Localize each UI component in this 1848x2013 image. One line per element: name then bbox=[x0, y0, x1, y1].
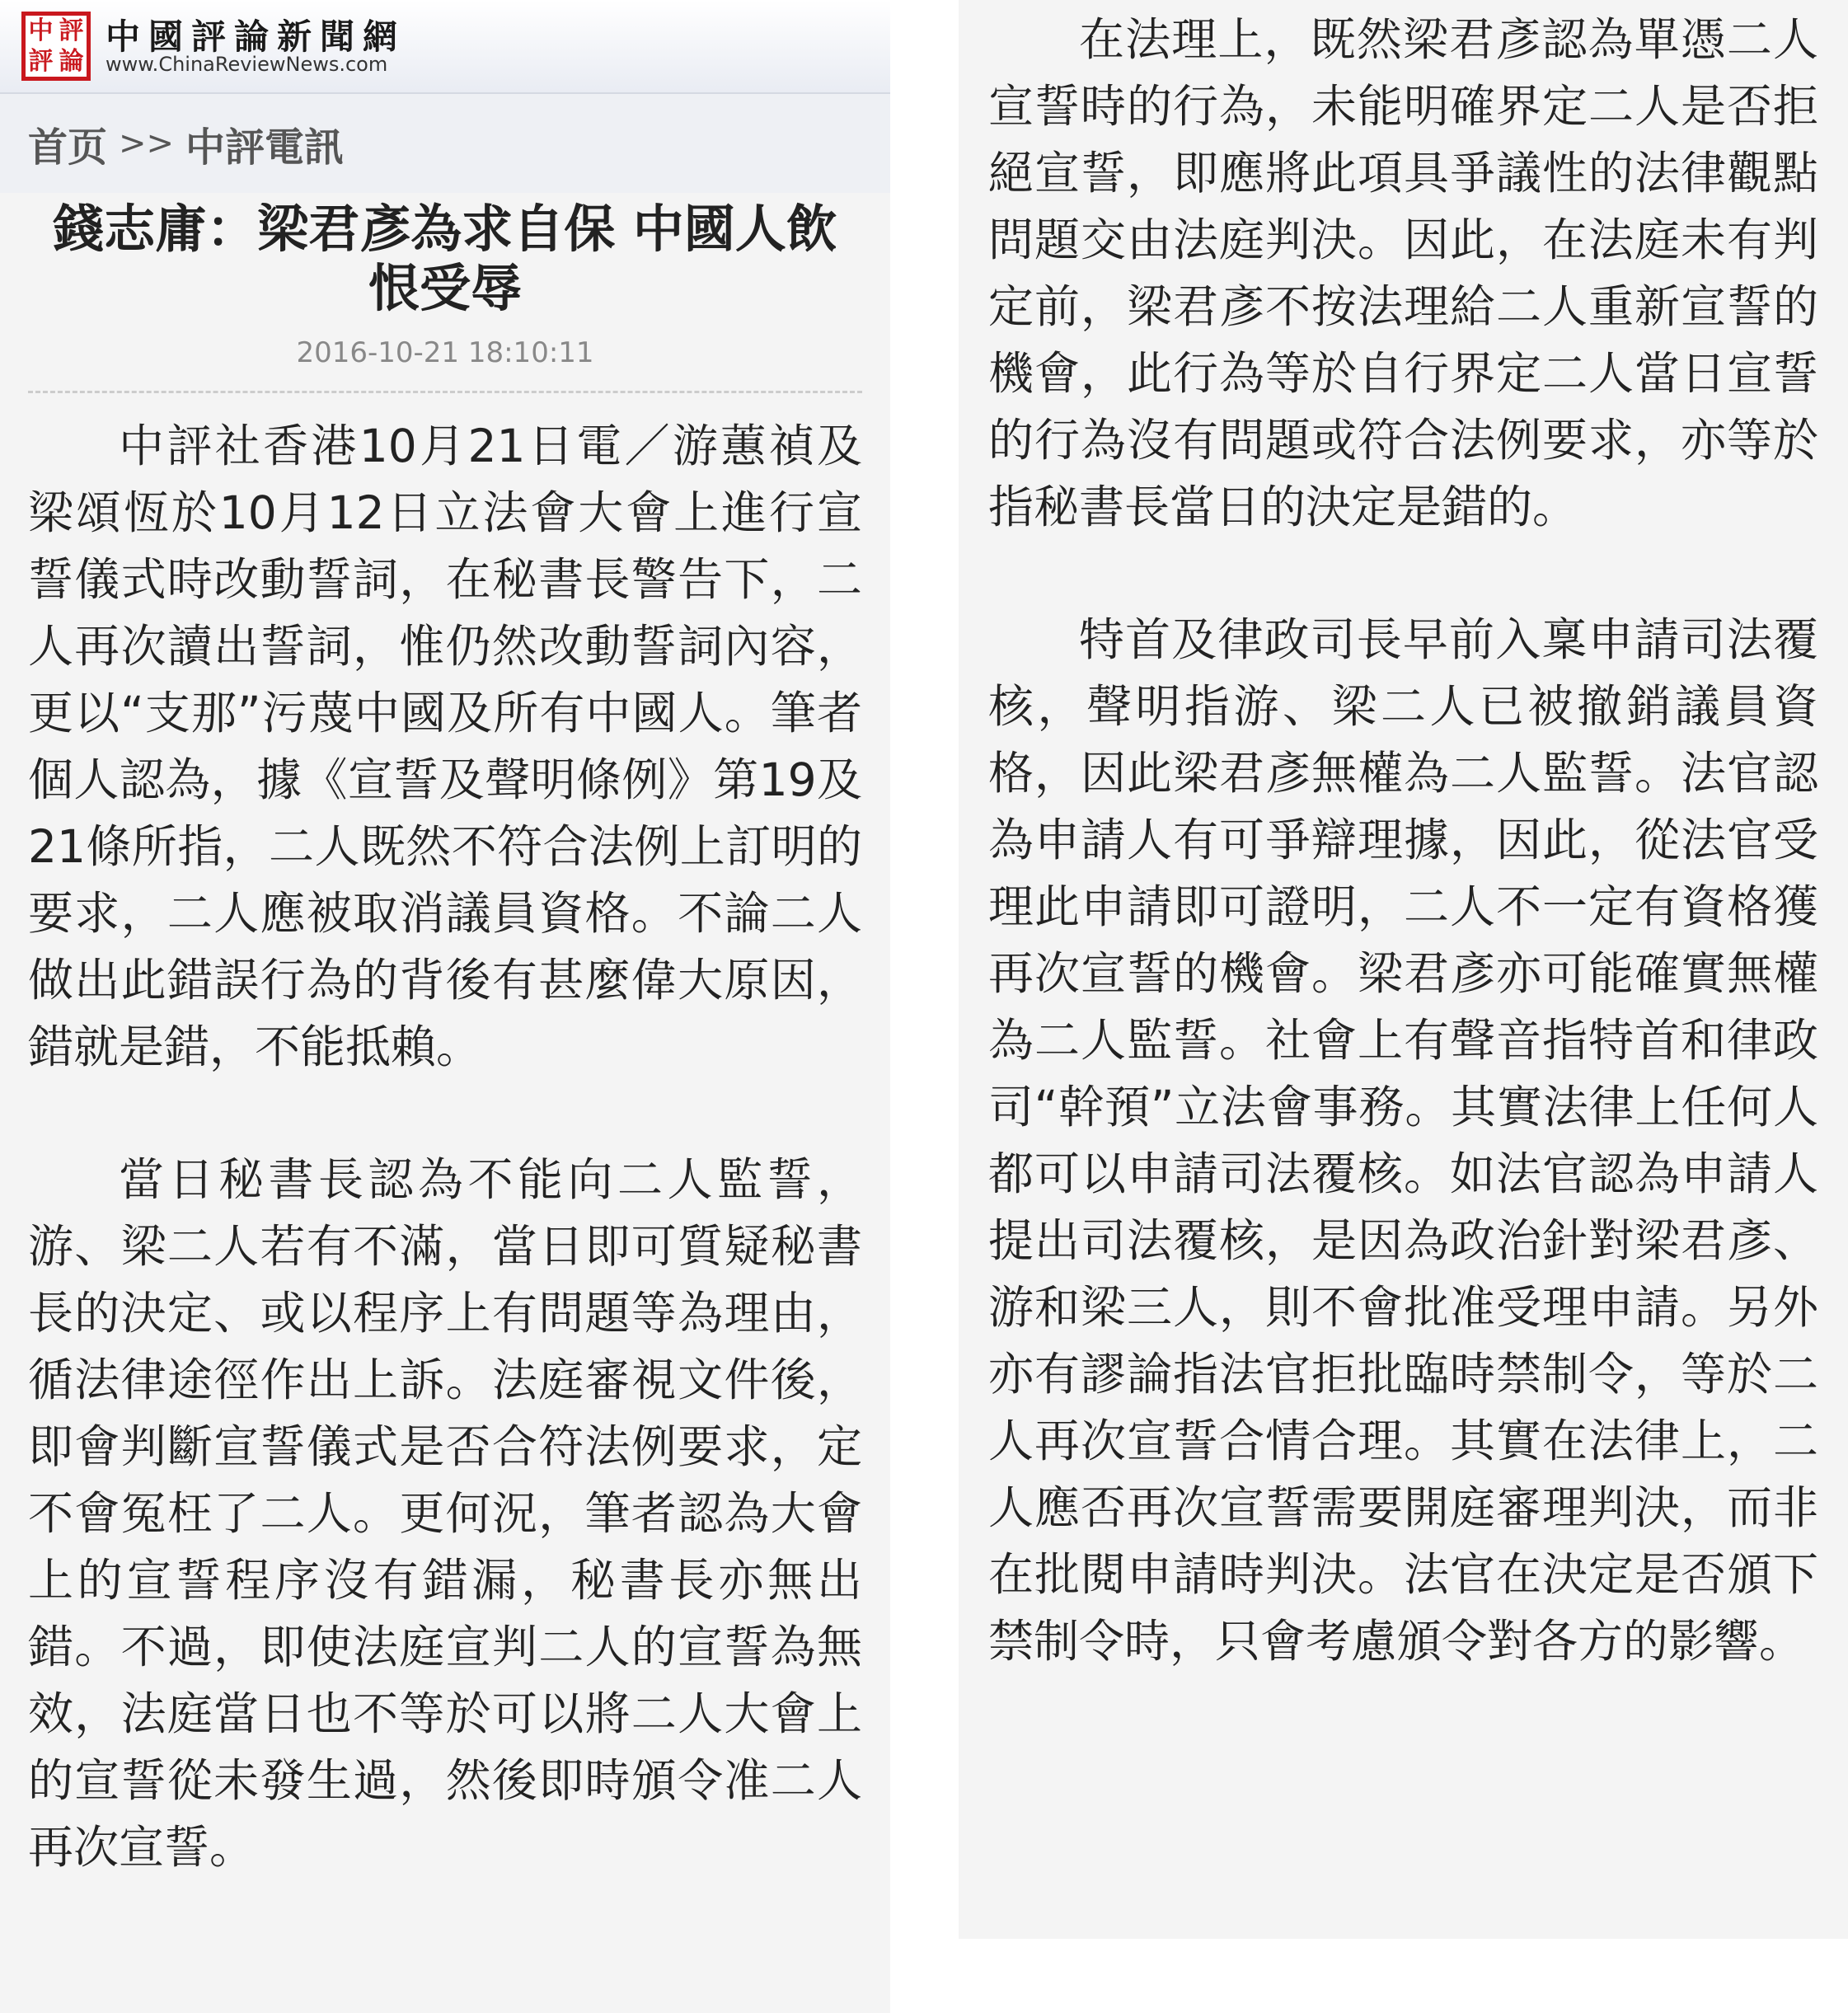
breadcrumb-separator: >> bbox=[119, 124, 175, 162]
title-divider bbox=[28, 391, 862, 393]
article-body-left bbox=[28, 413, 862, 1881]
breadcrumb bbox=[0, 94, 890, 193]
article-timestamp: 2016-10-21 18:10:11 bbox=[296, 336, 594, 369]
site-name[interactable]: 中國評論新聞網 bbox=[106, 16, 406, 57]
logo-seal-char: 評 bbox=[59, 16, 84, 45]
logo-seal-char: 中 bbox=[28, 16, 54, 45]
logo-seal-char: 論 bbox=[59, 46, 84, 76]
right-screenshot-panel bbox=[959, 0, 1848, 1939]
article-paragraph: 當日秘書長認為不能向二人監誓，游、梁二人若有不滿，當日即可質疑秘書長的決定、或以程序上有問題等為理由，循法律途徑作出上訴。法庭審視文件後，即會判斷宣誓儀式是否合符法例要求，定不會冤枉了二人。更何況，筆者認為大會上的宣誓程序沒有錯漏，秘書長亦無出錯。不過，即使法庭宣判二人的宣誓為無效，法庭當日也不等於可以將二人大會上的宣誓從未發生過，然後即時頒令准二人再次宣誓。 bbox=[28, 1153, 862, 1874]
site-url[interactable]: www.ChinaReviewNews.com bbox=[106, 53, 388, 76]
article-title: 錢志庸：梁君彥為求自保 中國人飲恨受辱 bbox=[53, 199, 837, 318]
breadcrumb-section-link[interactable]: 中評電訊 bbox=[185, 124, 345, 171]
left-screenshot-panel bbox=[0, 0, 890, 2013]
article-body-right bbox=[988, 0, 1818, 1675]
logo-seal-char: 評 bbox=[28, 46, 54, 76]
article-paragraph: 在法理上，既然梁君彥認為單憑二人宣誓時的行為，未能明確界定二人是否拒絕宣誓，即應將此項具爭議性的法律觀點問題交由法庭判決。因此，在法庭未有判定前，梁君彥不按法理給二人重新宣誓的機會，此行為等於自行界定二人當日宣誓的行為沒有問題或符合法例要求，亦等於指秘書長當日的決定是錯的。 bbox=[988, 13, 1818, 533]
article-paragraph: 特首及律政司長早前入稟申請司法覆核，聲明指游、梁二人已被撤銷議員資格，因此梁君彥無權為二人監誓。法官認為申請人有可爭辯理據，因此，從法官受理此申請即可證明，二人不一定有資格獲再次宣誓的機會。梁君彥亦可能確實無權為二人監誓。社會上有聲音指特首和律政司“幹預”立法會事務。其實法律上任何人都可以申請司法覆核。如法官認為申請人提出司法覆核，是因為政治針對梁君彥、游和梁三人，則不會批准受理申請。另外亦有謬論指法官拒批臨時禁制令，等於二人再次宣誓合情合理。其實在法律上，二人應否再次宣誓需要開庭審理判決，而非在批閱申請時判決。法官在決定是否頒下禁制令時，只會考慮頒令對各方的影響。 bbox=[988, 613, 1818, 1668]
site-header bbox=[0, 0, 890, 94]
breadcrumb-home-link[interactable]: 首页 bbox=[28, 124, 108, 171]
site-logo-seal[interactable] bbox=[21, 12, 91, 81]
article-paragraph: 中評社香港10月21日電／游蕙禎及梁頌恆於10月12日立法會大會上進行宣誓儀式時改動誓詞，在秘書長警告下，二人再次讀出誓詞，惟仍然改動誓詞內容，更以“支那”污蔑中國及所有中國人。筆者個人認為，據《宣誓及聲明條例》第19及21條所指，二人既然不符合法例上訂明的要求，二人應被取消議員資格。不論二人做出此錯誤行為的背後有甚麼偉大原因，錯就是錯，不能抵賴。 bbox=[28, 420, 862, 1073]
